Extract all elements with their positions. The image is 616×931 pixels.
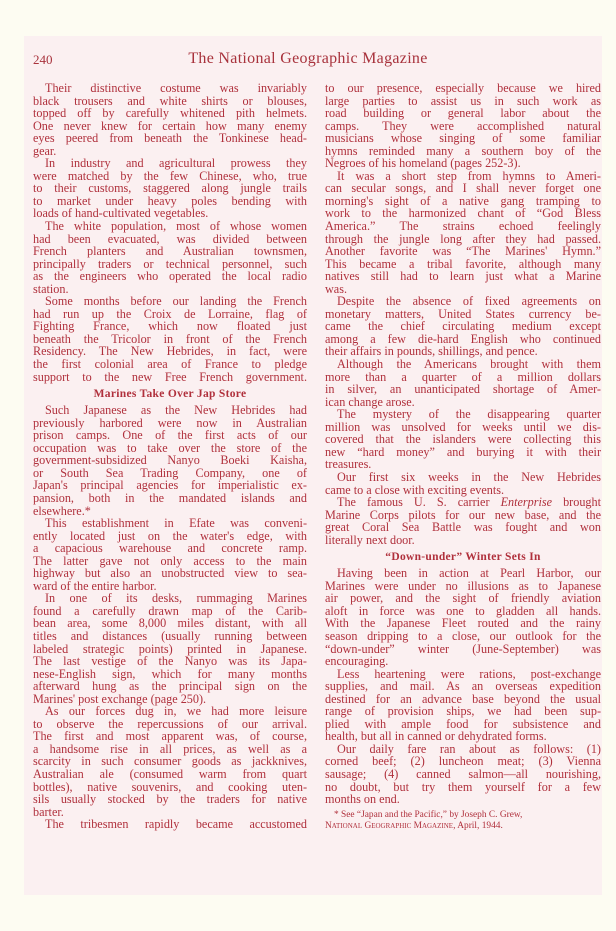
- paragraph-first-line: As our forces dug in, we had more leisure: [45, 704, 307, 719]
- text-line: new “hard money” and burying it with their: [325, 444, 601, 459]
- paragraph-first-line: Our first six weeks in the New Hebrides: [337, 469, 601, 484]
- text-line: [325, 496, 601, 509]
- text-line: was.: [325, 281, 348, 296]
- text-line: This became a tribal favorite, although many: [325, 256, 601, 271]
- text-line: hymns reminded many a southern boy of the: [325, 143, 601, 158]
- text-line: station.: [33, 281, 69, 296]
- paragraph-first-line: Less heartening were rations, post-exchange: [337, 666, 601, 681]
- text-line: barter.: [33, 804, 64, 819]
- paragraph-first-line: It was a short step from hymns to Ameri-: [337, 168, 601, 183]
- text-line: bean area, some 8,000 miles distant, with all: [33, 616, 307, 631]
- text-line: “down-under” winter (June-September) was: [325, 641, 601, 656]
- text-line: to their customs, staggered along jungle trails: [33, 181, 307, 196]
- text-line: ican change arose.: [325, 394, 415, 409]
- text-line: had run up the Croix de Lorraine, flag of: [33, 306, 307, 321]
- paragraph-first-line: Such Japanese as the New Hebrides had: [45, 403, 307, 418]
- text-line: through the jungle long after they had passed.: [325, 231, 601, 246]
- text-line: health, but all in canned or dehydrated forms.: [325, 729, 547, 744]
- text-line: gear.: [33, 143, 57, 158]
- text-line: titles and distances (usually running between: [33, 628, 307, 643]
- paragraph-first-line: Despite the absence of fixed agreements on: [337, 294, 601, 309]
- text-line: aloft in force was one to gladden all hands.: [325, 603, 601, 618]
- text-line: government-subsidized Nanyo Boeki Kaisha,: [33, 453, 307, 468]
- text-line: camps. They were accomplished natural: [325, 118, 601, 133]
- text-line: The first and most apparent was, of course,: [33, 729, 307, 744]
- ship-name: Enterprise: [500, 495, 553, 510]
- text-line: afterward hung as the principal sign on the: [33, 679, 307, 694]
- text-line: literally next door.: [325, 532, 415, 547]
- text-line: One never knew for certain how many enemy: [33, 118, 307, 133]
- paragraph-first-line: The mystery of the disappearing quarter: [337, 407, 601, 422]
- text-line: Residency. The New Hebrides, in fact, were: [33, 344, 307, 359]
- text-line: highway but also an unobstructed view to sea-: [33, 566, 307, 581]
- text-line: Marine Corps pilots for our new base, and the: [325, 507, 601, 522]
- text-line: ently located just on the water's edge, with: [33, 528, 307, 543]
- paragraph-first-line: The white population, most of whose women: [45, 219, 307, 234]
- text-line: nese-English sign, which for many months: [33, 666, 307, 681]
- text-line: French planters and Australian townsmen,: [33, 244, 307, 259]
- text-line: elsewhere.*: [33, 503, 91, 518]
- text-line: Japan's principal agencies for imperialistic ex-: [33, 478, 307, 493]
- text-line: With the Japanese Fleet routed and the rainy: [325, 616, 601, 631]
- text-line: encouraging.: [325, 654, 389, 669]
- text-line: were matched by the few Chinese, who, true: [33, 168, 307, 183]
- text-line: Another favorite was “The Marines' Hymn.”: [325, 244, 601, 259]
- text-line: corned beef; (2) luncheon meat; (3) Vienna: [325, 754, 601, 769]
- text-line: in silver, an unanticipated shortage of Amer-: [325, 382, 601, 397]
- text-line: covered that the islanders were collecting this: [325, 432, 601, 447]
- text-line: treasures.: [325, 457, 372, 472]
- text-line: sils usually stocked by the traders for native: [33, 792, 307, 807]
- left-column: [33, 82, 307, 831]
- text-line: The latter gave not only access to the main: [33, 553, 307, 568]
- text-line: supplies, and mail. As an overseas expedition: [325, 679, 601, 694]
- text-line: came to a close with exciting events.: [325, 482, 505, 497]
- footnote: * See “Japan and the Pacific,” by Joseph C. Grew,: [334, 809, 523, 820]
- text-line: America.” The strains echoed feelingly: [325, 219, 601, 234]
- paragraph-first-line: Having been in action at Pearl Harbor, our: [337, 566, 601, 581]
- text-fragment: brought: [552, 495, 601, 510]
- text-line: previously harbored were now in Australian: [33, 415, 307, 430]
- paragraph-first-line: Some months before our landing the French: [45, 294, 307, 309]
- text-line: plied with ample food for subsistence and: [325, 716, 601, 731]
- text-line: ward of the entire harbor.: [33, 578, 157, 593]
- text-line: eyes peered from beneath the Tonkinese head-: [33, 131, 307, 146]
- paragraph-first-line: Their distinctive costume was invariably: [45, 81, 307, 95]
- page-number: 240: [33, 52, 53, 67]
- text-line: natives still had to learn just what a Marine: [325, 269, 601, 284]
- text-line: loads of hand-cultivated vegetables.: [33, 206, 209, 221]
- text-line: sausage; (4) canned salmon—all nourishing,: [325, 766, 601, 781]
- section-heading: Marines Take Over Jap Store: [93, 388, 247, 401]
- text-line: road building or general labor about the: [325, 106, 601, 121]
- text-line: more than a quarter of a million dollars: [325, 369, 601, 384]
- citation-date: , April, 1944.: [453, 821, 503, 832]
- text-line: came the chief circulating medium except: [325, 319, 601, 334]
- text-line: range of provision ships, we had been sup-: [325, 704, 601, 719]
- text-fragment: The famous U. S. carrier: [337, 495, 501, 510]
- text-line: morning's sight of a native gang tramping to: [325, 193, 601, 208]
- text-line: can secular songs, and I shall never forget one: [325, 181, 601, 196]
- text-line: Marines were under no illusions as to Japanese: [325, 578, 601, 593]
- text-line: had been evacuated, was divided between: [33, 231, 307, 246]
- text-line: to observe the repercussions of our arrival.: [33, 716, 307, 731]
- section-heading: “Down-under” Winter Sets In: [385, 551, 541, 564]
- text-line: among a few die-hard English who continued: [325, 331, 601, 346]
- text-line: to market under heavy poles bending with: [33, 193, 307, 208]
- text-line: destined for an advance base beyond the usual: [325, 691, 601, 706]
- running-title: The National Geographic Magazine: [188, 50, 428, 67]
- paragraph-first-line: Our daily fare ran about as follows: (1): [337, 741, 601, 756]
- text-line: topped off by carefully whitened pith helmets.: [33, 106, 307, 121]
- text-line: to our presence, especially because we hired: [325, 81, 601, 95]
- paragraph-first-line: In one of its desks, rummaging Marines: [45, 591, 307, 606]
- text-line: the first colonial area of France to pledge: [33, 357, 307, 372]
- text-line: bottles), native souvenirs, and cooking uten-: [33, 779, 307, 794]
- text-line: no doubt, but try them yourself for a few: [325, 779, 601, 794]
- text-line: Marines' post exchange (page 250).: [33, 691, 207, 706]
- text-line: labeled strategic points) printed in Japanese.: [33, 641, 307, 656]
- text-line: monetary matters, United States currency be-: [325, 306, 601, 321]
- text-line: as the engineers who operated the local radio: [33, 269, 307, 284]
- text-line: air power, and the sight of friendly aviation: [325, 591, 601, 606]
- text-line: a capacious warehouse and concrete ramp.: [33, 541, 307, 556]
- text-line: or South Sea Trading Company, one of: [33, 465, 307, 480]
- text-line: pansion, both in the mandated islands and: [33, 490, 307, 505]
- text-line: large parties to assist us in such work as: [325, 93, 601, 108]
- text-line: great Coral Sea Battle was fought and won: [325, 520, 601, 535]
- text-line: prison camps. One of the first acts of our: [33, 428, 307, 443]
- text-line: million was unsolved for weeks until we dis-: [325, 419, 601, 434]
- text-line: musicians whose singing of some familiar: [325, 131, 601, 146]
- text-line: Negroes of his homeland (pages 252-3).: [325, 156, 521, 171]
- text-line: black trousers and white shirts or blouses,: [33, 93, 307, 108]
- magazine-name: National Geographic Magazine: [325, 821, 454, 832]
- text-line: months on end.: [325, 792, 400, 807]
- text-line: support to the new Free French government.: [33, 369, 307, 384]
- text-line: their affairs in pounds, shillings, and pence.: [325, 344, 538, 359]
- right-column: [325, 82, 601, 833]
- text-line: Fighting France, which now floated just: [33, 319, 307, 334]
- paragraph-first-line: The tribesmen rapidly became accustomed: [45, 817, 307, 832]
- text-line: season dripping to a close, our outlook for the: [325, 628, 601, 643]
- footnote-citation: [325, 821, 601, 833]
- paragraph-first-line: Although the Americans brought with them: [337, 357, 601, 372]
- text-line: beneath the Tricolor in front of the French: [33, 331, 307, 346]
- text-line: Australian ale (consumed warm from quart: [33, 766, 307, 781]
- paragraph-first-line: This establishment in Efate was conveni-: [45, 516, 307, 531]
- text-line: occupation was to take over the store of the: [33, 440, 307, 455]
- text-line: a handsome rise in all prices, as well as a: [33, 741, 307, 756]
- text-line: scarcity in such consumer goods as jackknives,: [33, 754, 307, 769]
- text-line: principally traders or technical personnel, such: [33, 256, 307, 271]
- paragraph-first-line: In industry and agricultural prowess they: [45, 156, 307, 171]
- text-line: The last vestige of the Nanyo was its Japa-: [33, 654, 307, 669]
- text-line: work to the harmonized chant of “God Bless: [325, 206, 601, 221]
- text-line: found a carefully drawn map of the Carib-: [33, 603, 307, 618]
